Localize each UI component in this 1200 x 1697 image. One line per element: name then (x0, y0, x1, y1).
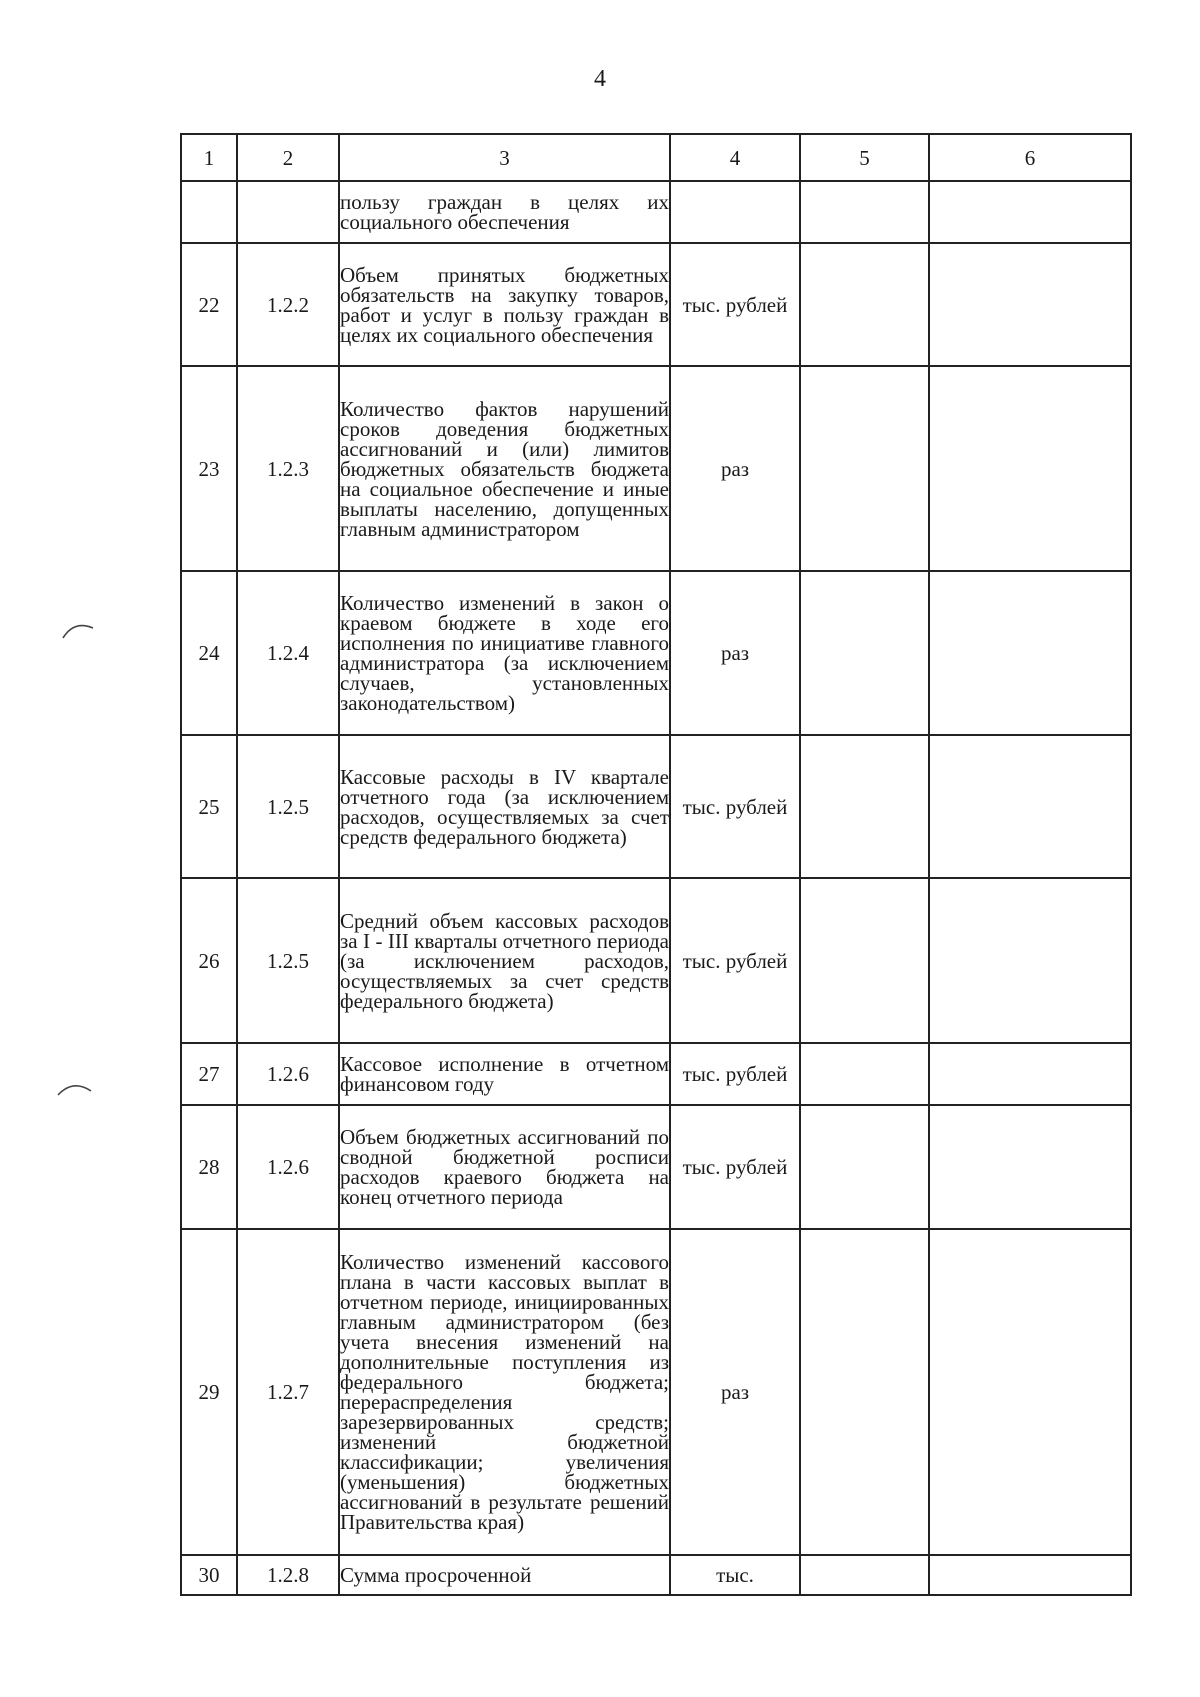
header-cell: 3 (339, 134, 670, 181)
value-cell-5 (800, 1555, 929, 1595)
value-cell-5 (800, 571, 929, 735)
table-row (181, 1105, 1131, 1229)
indicator-name: Количество изменений кассового плана в части кассовых выплат в отчетном периоде, инициированных главным администратором (без учета внесения изменений на дополнительные поступления из федерального бюджета; перераспределения зарезервированных средств; изменений бюджетной классификации; увеличения (уменьшения) бюджетных ассигнований в результате решений Правительства края) (339, 1229, 670, 1555)
value-cell-5 (800, 366, 929, 571)
unit: тыс. рублей (670, 1043, 800, 1105)
table-row (181, 1555, 1131, 1595)
row-number: 23 (181, 366, 237, 571)
indicator-name: Количество изменений в закон о краевом бюджете в ходе его исполнения по инициативе главного администратора (за исключением случаев, установленных законодательством) (339, 571, 670, 735)
unit: раз (670, 366, 800, 571)
row-number: 26 (181, 878, 237, 1043)
value-cell-6 (929, 571, 1131, 735)
unit: тыс. рублей (670, 878, 800, 1043)
value-cell-5 (800, 1043, 929, 1105)
table-row (181, 1229, 1131, 1555)
value-cell-5 (800, 1105, 929, 1229)
indicator-name: Кассовые расходы в IV квартале отчетного года (за исключением расходов, осуществляемых за счет средств федерального бюджета) (339, 735, 670, 878)
value-cell-6 (929, 1555, 1131, 1595)
indicator-name: Количество фактов нарушений сроков доведения бюджетных ассигнований и (или) лимитов бюджетных обязательств бюджета на социальное обеспечение и иные выплаты населению, допущенных главным администратором (339, 366, 670, 571)
indicator-name: пользу граждан в целях их социального обеспечения (339, 181, 670, 243)
indicator-code: 1.2.5 (237, 735, 339, 878)
value-cell-6 (929, 878, 1131, 1043)
table-row (181, 878, 1131, 1043)
row-number: 28 (181, 1105, 237, 1229)
table-row (181, 571, 1131, 735)
value-cell-5 (800, 243, 929, 366)
indicator-name: Средний объем кассовых расходов за I - III кварталы отчетного периода (за исключением расходов, осуществляемых за счет средств федерального бюджета) (339, 878, 670, 1043)
unit: тыс. рублей (670, 243, 800, 366)
indicator-code: 1.2.5 (237, 878, 339, 1043)
row-number: 29 (181, 1229, 237, 1555)
row-number: 25 (181, 735, 237, 878)
header-cell: 5 (800, 134, 929, 181)
value-cell-5 (800, 735, 929, 878)
unit: раз (670, 1229, 800, 1555)
value-cell-6 (929, 366, 1131, 571)
indicator-code: 1.2.6 (237, 1105, 339, 1229)
value-cell-5 (800, 878, 929, 1043)
indicator-code: 1.2.7 (237, 1229, 339, 1555)
table-row (181, 181, 1131, 243)
header-cell: 6 (929, 134, 1131, 181)
value-cell-6 (929, 181, 1131, 243)
indicator-code: 1.2.2 (237, 243, 339, 366)
indicator-name: Объем принятых бюджетных обязательств на закупку товаров, работ и услуг в пользу граждан в целях их социального обеспечения (339, 243, 670, 366)
value-cell-6 (929, 1105, 1131, 1229)
indicator-name: Объем бюджетных ассигнований по сводной бюджетной росписи расходов краевого бюджета на конец отчетного периода (339, 1105, 670, 1229)
indicators-table (180, 133, 1132, 1596)
row-number: 24 (181, 571, 237, 735)
binding-hole-mark (55, 1077, 93, 1099)
header-cell: 1 (181, 134, 237, 181)
unit: тыс. рублей (670, 1105, 800, 1229)
row-number: 30 (181, 1555, 237, 1595)
table-row (181, 366, 1131, 571)
page-number: 4 (594, 66, 606, 92)
indicator-code: 1.2.4 (237, 571, 339, 735)
indicator-code: 1.2.6 (237, 1043, 339, 1105)
table-row (181, 243, 1131, 366)
indicator-name: Сумма просроченной (339, 1555, 670, 1595)
value-cell-6 (929, 1229, 1131, 1555)
indicator-code (237, 181, 339, 243)
indicator-code: 1.2.3 (237, 366, 339, 571)
value-cell-6 (929, 735, 1131, 878)
unit (670, 181, 800, 243)
value-cell-6 (929, 243, 1131, 366)
table-header-row (181, 134, 1131, 181)
row-number: 22 (181, 243, 237, 366)
row-number (181, 181, 237, 243)
row-number: 27 (181, 1043, 237, 1105)
unit: тыс. рублей (670, 735, 800, 878)
table-row (181, 735, 1131, 878)
binding-hole-mark (60, 618, 98, 640)
header-cell: 4 (670, 134, 800, 181)
table-row (181, 1043, 1131, 1105)
header-cell: 2 (237, 134, 339, 181)
unit: тыс. (670, 1555, 800, 1595)
indicator-code: 1.2.8 (237, 1555, 339, 1595)
indicator-name: Кассовое исполнение в отчетном финансовом году (339, 1043, 670, 1105)
value-cell-6 (929, 1043, 1131, 1105)
value-cell-5 (800, 181, 929, 243)
unit: раз (670, 571, 800, 735)
value-cell-5 (800, 1229, 929, 1555)
